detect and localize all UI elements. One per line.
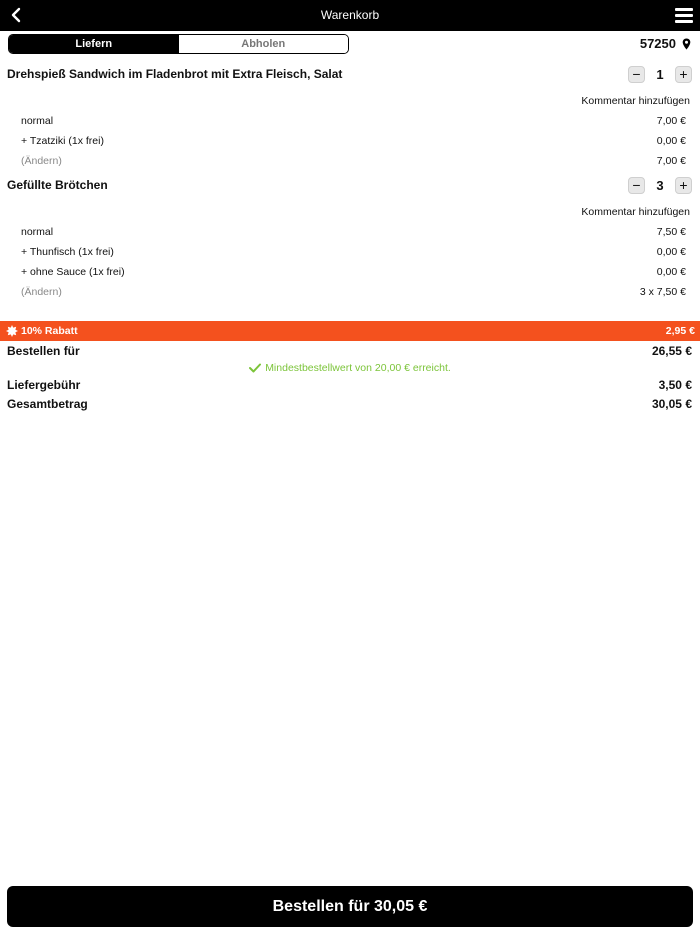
variant-label: normal <box>21 115 54 127</box>
top-bar <box>0 0 700 31</box>
delivery-mode-toggle <box>8 34 349 54</box>
total-value: 30,05 € <box>651 397 692 411</box>
tab-pickup[interactable]: Abholen <box>179 35 349 53</box>
variant-price: 7,00 € <box>656 115 686 127</box>
order-for-label: Bestellen für <box>7 344 80 358</box>
delivery-fee-value: 3,50 € <box>658 378 692 392</box>
place-order-button[interactable]: Bestellen für 30,05 € <box>7 886 693 927</box>
zip-code: 57250 <box>639 36 676 51</box>
option-label: + Tzatziki (1x frei) <box>21 135 104 147</box>
page-title: Warenkorb <box>320 8 380 22</box>
minimum-order-text: Mindestbestellwert von 20,00 € erreicht. <box>265 362 451 374</box>
checkmark-icon <box>249 363 261 373</box>
discount-amount: 2,95 € <box>665 325 695 337</box>
add-comment-link[interactable]: Kommentar hinzufügen <box>581 95 690 107</box>
minimum-order-message <box>0 362 700 374</box>
variant-label: normal <box>21 226 54 238</box>
cart-item-title: Drehspieß Sandwich im Fladenbrot mit Extra Fleisch, Salat <box>7 67 343 81</box>
decrease-quantity-button[interactable]: − <box>628 177 645 194</box>
option-price: 0,00 € <box>656 135 686 147</box>
option-price: 0,00 € <box>656 266 686 278</box>
add-comment-link[interactable]: Kommentar hinzufügen <box>581 206 690 218</box>
quantity-value: 3 <box>656 178 664 193</box>
hamburger-menu-icon[interactable] <box>675 8 693 23</box>
option-price: 0,00 € <box>656 246 686 258</box>
increase-quantity-button[interactable]: + <box>675 66 692 83</box>
order-for-value: 26,55 € <box>651 344 692 358</box>
zip-code-selector[interactable] <box>640 36 691 51</box>
total-label: Gesamtbetrag <box>7 397 88 411</box>
delivery-fee-label: Liefergebühr <box>7 378 81 392</box>
option-label: + ohne Sauce (1x frei) <box>21 266 125 278</box>
badge-star-icon <box>6 325 18 337</box>
variant-price: 7,50 € <box>656 226 686 238</box>
quantity-stepper <box>628 177 692 194</box>
discount-label: 10% Rabatt <box>21 325 78 337</box>
item-total: 3 x 7,50 € <box>639 286 686 298</box>
change-item-link[interactable]: (Ändern) <box>21 155 62 167</box>
tab-deliver[interactable]: Liefern <box>9 35 179 53</box>
option-label: + Thunfisch (1x frei) <box>21 246 114 258</box>
quantity-value: 1 <box>656 67 664 82</box>
cart-item-title: Gefüllte Brötchen <box>7 178 108 192</box>
increase-quantity-button[interactable]: + <box>675 177 692 194</box>
change-item-link[interactable]: (Ändern) <box>21 286 62 298</box>
location-pin-icon <box>682 38 691 50</box>
discount-bar <box>0 321 700 341</box>
decrease-quantity-button[interactable]: − <box>628 66 645 83</box>
item-total: 7,00 € <box>656 155 686 167</box>
quantity-stepper <box>628 66 692 83</box>
